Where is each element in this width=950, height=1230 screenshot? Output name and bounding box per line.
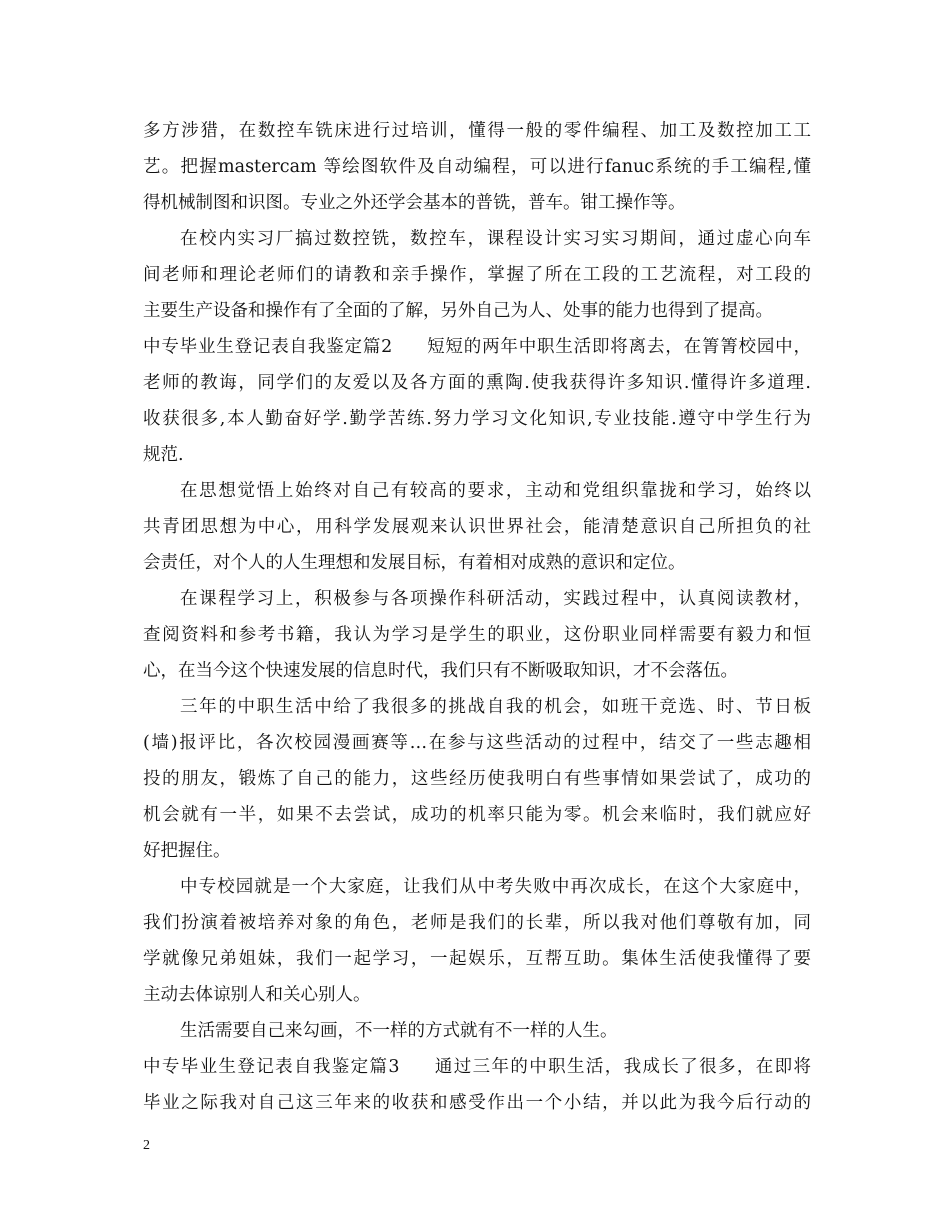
line-text: 我们扮演着被培养对象的角色，老师是我们的长辈，所以我对他们尊敬有加，同 — [143, 913, 811, 933]
line-text: 老师的教诲，同学们的友爱以及各方面的熏陶.使我获得许多知识.懂得许多道理. — [143, 373, 811, 393]
text-line — [143, 221, 811, 257]
line-text: 好把握住。 — [143, 841, 231, 861]
text-line — [143, 725, 811, 761]
line-text: 查阅资料和参考书籍，我认为学习是学生的职业，这份职业同样需要有毅力和恒 — [143, 625, 811, 645]
text-line — [143, 293, 811, 329]
section-heading-line — [143, 329, 811, 365]
page-number: 2 — [143, 1138, 150, 1153]
text-line — [143, 689, 811, 725]
text-line — [143, 833, 811, 869]
text-line — [143, 257, 811, 293]
line-text: (墙)报评比，各次校园漫画赛等…在参与这些活动的过程中，结交了一些志趣相 — [143, 733, 811, 753]
text-line — [143, 581, 811, 617]
line-text: 学就像兄弟姐妹，我们一起学习，一起娱乐，互帮互助。集体生活使我懂得了要 — [143, 949, 811, 969]
text-line — [143, 905, 811, 941]
line-text: 会责任，对个人的人生理想和发展目标，有着相对成熟的意识和定位。 — [143, 553, 686, 573]
line-text: 心，在当今这个快速发展的信息时代，我们只有不断吸取知识，才不会落伍。 — [143, 661, 738, 681]
line-text: 毕业之际我对自己这三年来的收获和感受作出一个小结，并以此为我今后行动的 — [143, 1093, 811, 1113]
text-line — [143, 797, 811, 833]
line-text: 投的朋友，锻炼了自己的能力，这些经历使我明白有些事情如果尝试了，成功的 — [143, 769, 811, 789]
line-text: 在校内实习厂搞过数控铣，数控车，课程设计实习实习期间，通过虚心向车 — [180, 229, 811, 249]
line-text: 中专校园就是一个大家庭，让我们从中考失败中再次成长，在这个大家庭中， — [180, 877, 811, 897]
line-text: 间老师和理论老师们的请教和亲手操作，掌握了所在工段的工艺流程，对工段的 — [143, 265, 811, 285]
text-line — [143, 185, 811, 221]
section-heading-line — [143, 1049, 811, 1085]
line-text: 主动去体谅别人和关心别人。 — [143, 985, 371, 1005]
text-line — [143, 509, 811, 545]
text-line — [143, 1085, 811, 1121]
line-text: 生活需要自己来勾画，不一样的方式就有不一样的人生。 — [180, 1021, 618, 1041]
text-line — [143, 365, 811, 401]
line-text: 在课程学习上，积极参与各项操作科研活动，实践过程中，认真阅读教材， — [180, 589, 811, 609]
text-line — [143, 437, 811, 473]
line-text: 在思想觉悟上始终对自己有较高的要求，主动和党组织靠拢和学习，始终以 — [180, 481, 811, 501]
section-heading: 中专毕业生登记表自我鉴定篇2 — [143, 337, 393, 357]
line-text: 得机械制图和识图。专业之外还学会基本的普铣，普车。钳工操作等。 — [143, 193, 686, 213]
text-line — [143, 473, 811, 509]
text-line — [143, 761, 811, 797]
text-line — [143, 149, 811, 185]
line-text: 多方涉猎，在数控车铣床进行过培训，懂得一般的零件编程、加工及数控加工工 — [143, 121, 811, 141]
line-text: 艺。把握mastercam 等绘图软件及自动编程，可以进行fanuc系统的手工编程,懂 — [143, 157, 811, 177]
text-line — [143, 617, 811, 653]
text-line — [143, 977, 811, 1013]
text-line — [143, 941, 811, 977]
text-line — [143, 401, 811, 437]
text-line — [143, 1013, 811, 1049]
line-text: 主要生产设备和操作有了全面的了解，另外自己为人、处事的能力也得到了提高。 — [143, 301, 773, 321]
document-body — [143, 113, 811, 1121]
text-line — [143, 653, 811, 689]
line-text: 共青团思想为中心，用科学发展观来认识世界社会，能清楚意识自己所担负的社 — [143, 517, 811, 537]
text-line — [143, 869, 811, 905]
line-text: 收获很多,本人勤奋好学.勤学苦练.努力学习文化知识,专业技能.遵守中学生行为 — [143, 409, 811, 429]
line-text: 规范. — [143, 445, 184, 465]
line-text: 机会就有一半，如果不去尝试，成功的机率只能为零。机会来临时，我们就应好 — [143, 805, 811, 825]
text-line — [143, 545, 811, 581]
section-heading: 中专毕业生登记表自我鉴定篇3 — [143, 1057, 400, 1077]
line-text: 通过三年的中职生活，我成长了很多，在即将 — [433, 1057, 812, 1077]
text-line — [143, 113, 811, 149]
line-text: 短短的两年中职生活即将离去，在箐箐校园中， — [426, 337, 812, 357]
line-text: 三年的中职生活中给了我很多的挑战自我的机会，如班干竞选、时、节日板 — [180, 697, 811, 717]
